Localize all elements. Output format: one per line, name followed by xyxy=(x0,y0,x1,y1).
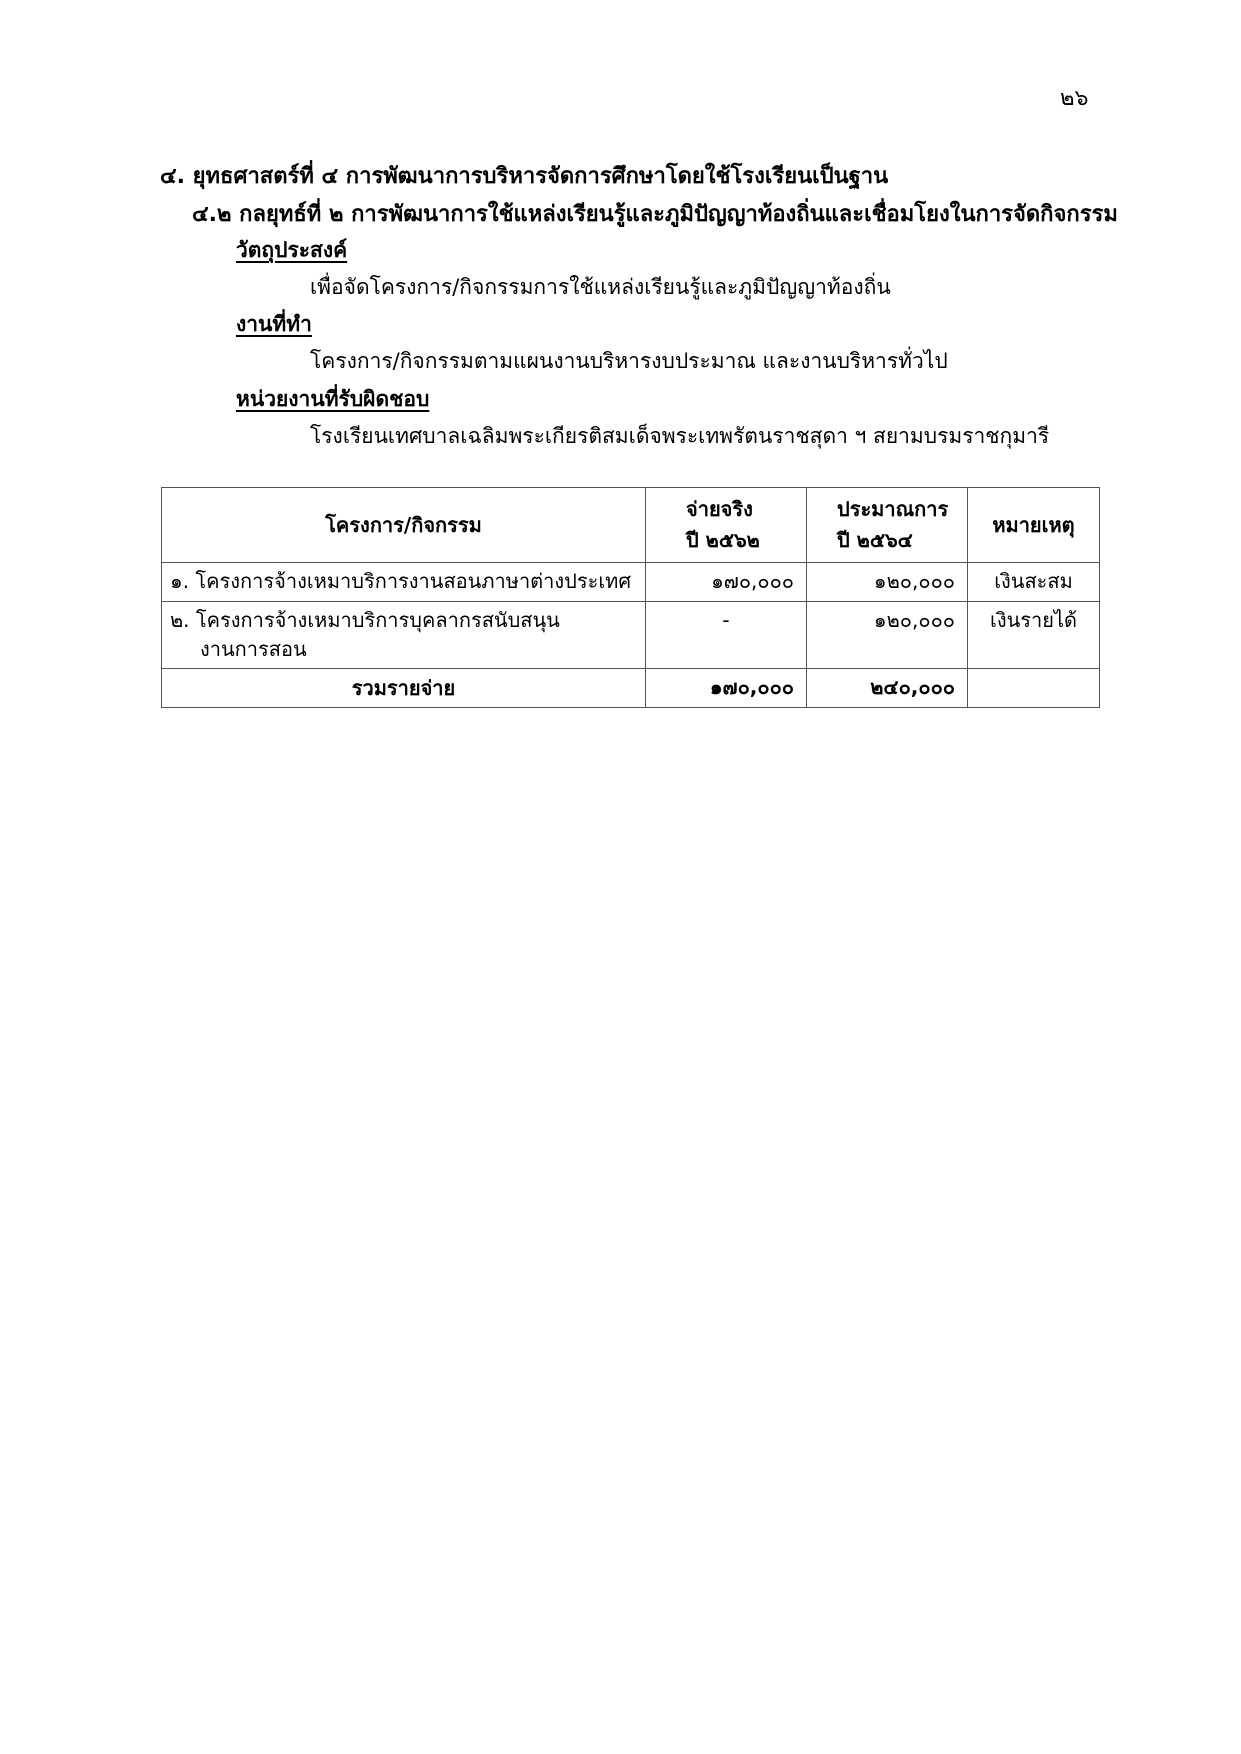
row-project-line1: ๒. โครงการจ้างเหมาบริการบุคลากรสนับสนุน xyxy=(170,608,560,632)
header-actual-line1: จ่ายจริง xyxy=(686,497,753,521)
header-budget-line2: ปี ๒๕๖๔ xyxy=(837,528,913,552)
table-row xyxy=(162,602,1100,669)
responsible-unit-text: โรงเรียนเทศบาลเฉลิมพระเกียรติสมเด็จพระเทพรัตนราชสุดา ฯ สยามบรมราชกุมารี xyxy=(310,424,1050,448)
work-label: งานที่ทำ xyxy=(236,312,312,336)
row-budget: ๑๒๐,๐๐๐ xyxy=(807,602,968,669)
total-actual: ๑๗๐,๐๐๐ xyxy=(646,669,807,708)
row-actual: ๑๗๐,๐๐๐ xyxy=(646,563,807,602)
row-project xyxy=(162,602,646,669)
strategy-heading: ๔. ยุทธศาสตร์ที่ ๔ การพัฒนาการบริหารจัดการศึกษาโดยใช้โรงเรียนเป็นฐาน xyxy=(160,164,889,189)
row-note: เงินสะสม xyxy=(968,563,1100,602)
responsible-unit-label: หน่วยงานที่รับผิดชอบ xyxy=(236,387,430,411)
row-actual: - xyxy=(646,602,807,669)
work-text: โครงการ/กิจกรรมตามแผนงานบริหารงบประมาณ และงานบริหารทั่วไป xyxy=(310,349,948,373)
objective-label: วัตถุประสงค์ xyxy=(236,238,348,262)
table-total-row xyxy=(162,669,1100,708)
table-header-row xyxy=(162,488,1100,563)
page-number: ๒๖ xyxy=(1060,86,1089,111)
row-project-line2: งานการสอน xyxy=(200,637,307,661)
table-row xyxy=(162,563,1100,602)
header-note: หมายเหตุ xyxy=(968,488,1100,563)
header-actual-line2: ปี ๒๕๖๒ xyxy=(686,528,760,552)
header-budget xyxy=(807,488,968,563)
budget-table xyxy=(161,487,1100,708)
header-project: โครงการ/กิจกรรม xyxy=(162,488,646,563)
total-label: รวมรายจ่าย xyxy=(162,669,646,708)
sub-strategy-heading: ๔.๒ กลยุทธ์ที่ ๒ การพัฒนาการใช้แหล่งเรียนรู้และภูมิปัญญาท้องถิ่นและเชื่อมโยงในการจัดกิจกรรม xyxy=(192,202,1118,227)
total-budget: ๒๔๐,๐๐๐ xyxy=(807,669,968,708)
total-note xyxy=(968,669,1100,708)
header-budget-line1: ประมาณการ xyxy=(837,497,949,521)
header-actual xyxy=(646,488,807,563)
row-budget: ๑๒๐,๐๐๐ xyxy=(807,563,968,602)
row-project-line1: ๑. โครงการจ้างเหมาบริการงานสอนภาษาต่างประเทศ xyxy=(170,569,632,593)
row-project xyxy=(162,563,646,602)
objective-text: เพื่อจัดโครงการ/กิจกรรมการใช้แหล่งเรียนรู้และภูมิปัญญาท้องถิ่น xyxy=(310,275,891,299)
row-note: เงินรายได้ xyxy=(968,602,1100,669)
